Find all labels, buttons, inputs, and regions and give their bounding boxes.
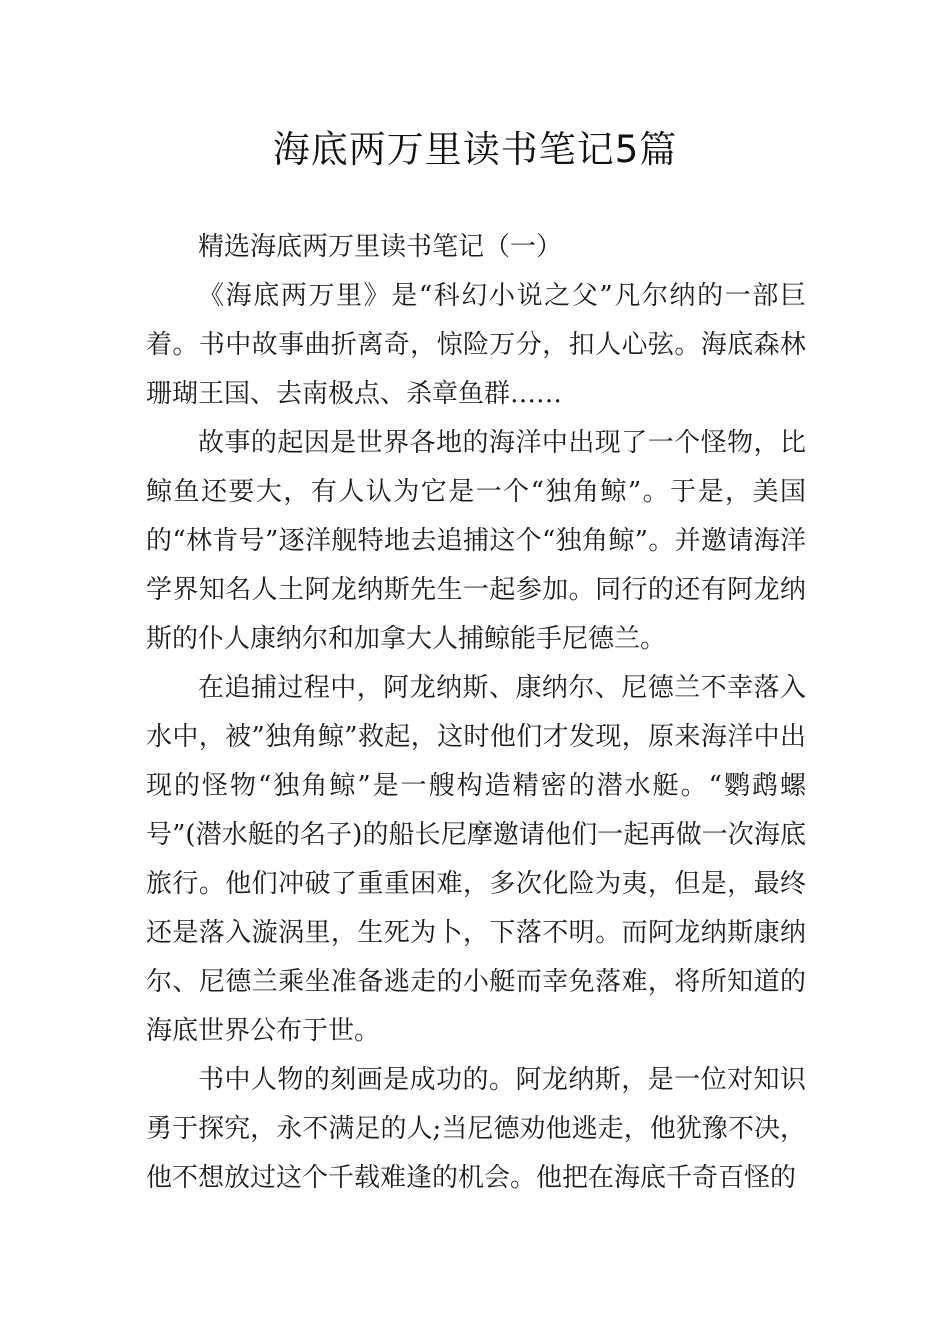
paragraph: 在追捕过程中，阿龙纳斯、康纳尔、尼德兰不幸落入水中，被”独角鲸”救起，这时他们才发现，原来海洋中出现的怪物“独角鲸”是一艘构造精密的潜水艇。“鹦鹉螺号”(潜水艇的名子)的船长尼摩邀请他们一起再做一次海底旅行。他们冲破了重重困难，多次化险为夷，但是，最终还是落入漩涡里，生死为卜，下落不明。而阿龙纳斯康纳尔、尼德兰乘坐准备逃走的小艇而幸免落难，将所知道的海底世界公布于世。 [146, 673, 806, 1046]
section-subtitle: 精选海底两万里读书笔记（一） [198, 232, 563, 262]
document-title: 海底两万里读书笔记5篇 [272, 128, 678, 171]
paragraph: 《海底两万里》是“科幻小说之父”凡尔纳的一部巨着。书中故事曲折离奇，惊险万分，扣人心弦。海底森林珊瑚王国、去南极点、杀章鱼群…… [146, 281, 806, 409]
document-body [146, 223, 806, 1203]
paragraph: 书中人物的刻画是成功的。阿龙纳斯，是一位对知识勇于探究，永不满足的人;当尼德劝他逃走，他犹豫不决，他不想放过这个千载难逢的机会。他把在海底千奇百怪的 [146, 1065, 806, 1193]
paragraph: 故事的起因是世界各地的海洋中出现了一个怪物，比鲸鱼还要大，有人认为它是一个“独角鲸”。于是，美国的“林肯号”逐洋舰特地去追捕这个“独角鲸”。并邀请海洋学界知名人土阿龙纳斯先生一起参加。同行的还有阿龙纳斯的仆人康纳尔和加拿大人捕鲸能手尼德兰。 [146, 428, 806, 654]
